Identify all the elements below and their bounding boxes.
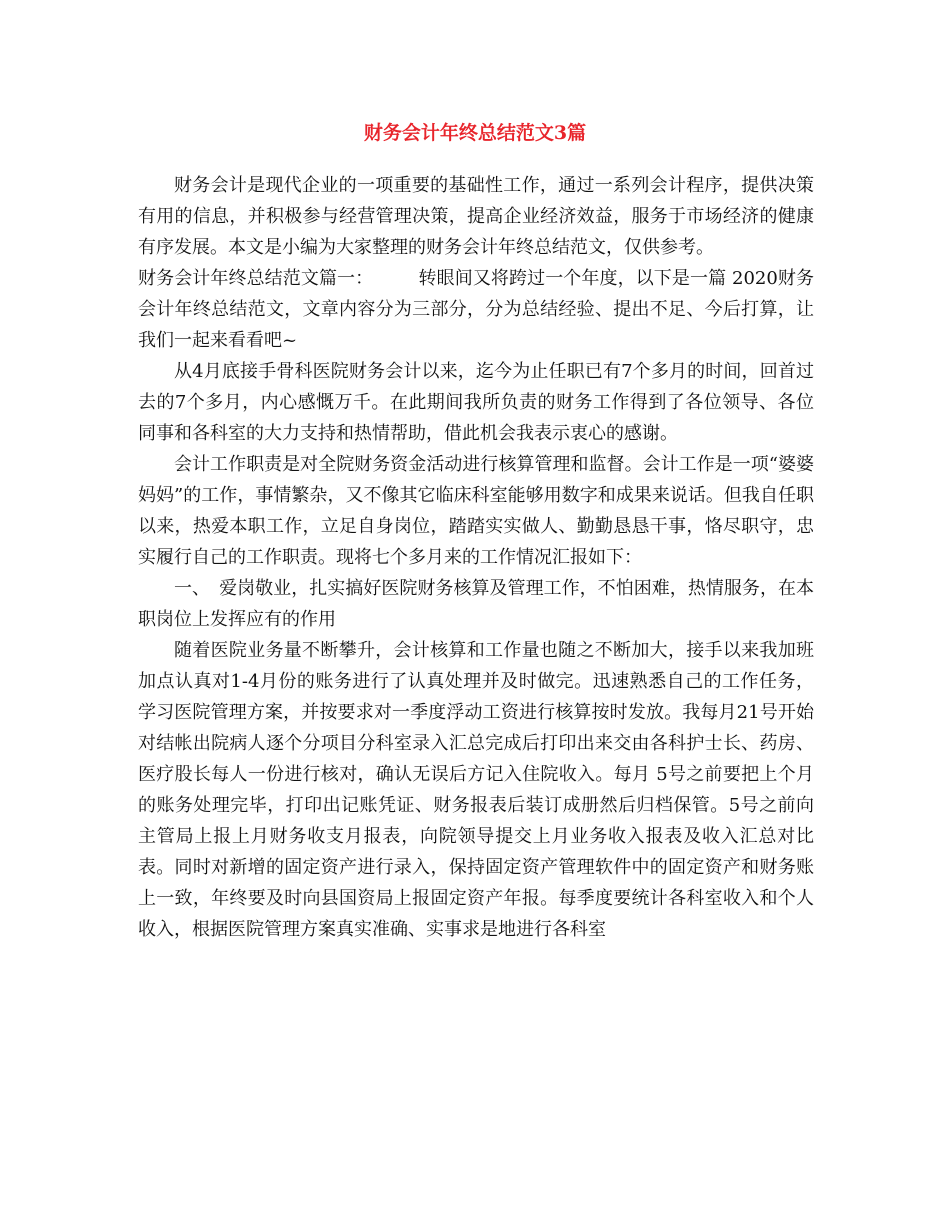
paragraph-duties: 会计工作职责是对全院财务资金活动进行核算管理和监督。会计工作是一项“婆婆妈妈”的工作，事情繁杂，又不像其它临床科室能够用数字和成果来说话。但我自任职以来，热爱本职工作，立足自身岗位，踏踏实实做人、勤勤恳恳干事，恪尽职守，忠实履行自己的工作职责。现将七个多月来的工作情况汇报如下： (138, 454, 814, 568)
paragraph-section-one-lead: 财务会计年终总结范文篇一： 转眼间又将跨过一个年度，以下是一篇 2020财务会计年终总结范文，文章内容分为三部分，分为总结经验、提出不足、今后打算，让我们一起来看看吧~ (138, 268, 814, 351)
paragraph-intro: 财务会计是现代企业的一项重要的基础性工作，通过一系列会计程序，提供决策有用的信息，并积极参与经营管理决策，提高企业经济效益，服务于市场经济的健康有序发展。本文是小编为大家整理的财务会计年终总结范文，仅供参考。 (138, 175, 814, 258)
document-body (138, 170, 814, 945)
paragraph-takeover: 从4月底接手骨科医院财务会计以来，迄今为止任职已有7个多月的时间，回首过去的7个多月，内心感慨万千。在此期间我所负责的财务工作得到了各位领导、各位同事和各科室的大力支持和热情帮助，借此机会我表示衷心的感谢。 (138, 361, 814, 444)
paragraph-workload: 随着医院业务量不断攀升，会计核算和工作量也随之不断加大，接手以来我加班加点认真对1-4月份的账务进行了认真处理并及时做完。迅速熟悉自己的工作任务，学习医院管理方案，并按要求对一季度浮动工资进行核算按时发放。我每月21号开始对结帐出院病人逐个分项目分科室录入汇总完成后打印出来交由各科护士长、药房、医疗股长每人一份进行核对，确认无误后方记入住院收入。每月 5号之前要把上个月的账务处理完毕，打印出记账凭证、财务报表后装订成册然后归档保管。5号之前向主管局上报上月财务收支月报表，向院领导提交上月业务收入报表及收入汇总对比表。同时对新增的固定资产进行录入，保持固定资产管理软件中的固定资产和财务账上一致，年终要及时向县国资局上报固定资产年报。每季度要统计各科室收入和个人收入，根据医院管理方案真实准确、实事求是地进行各科室 (138, 640, 814, 940)
document-title: 财务会计年终总结范文3篇 (363, 122, 587, 144)
section-heading-one: 一、 爱岗敬业，扎实搞好医院财务核算及管理工作，不怕困难，热情服务，在本职岗位上发挥应有的作用 (138, 578, 814, 630)
